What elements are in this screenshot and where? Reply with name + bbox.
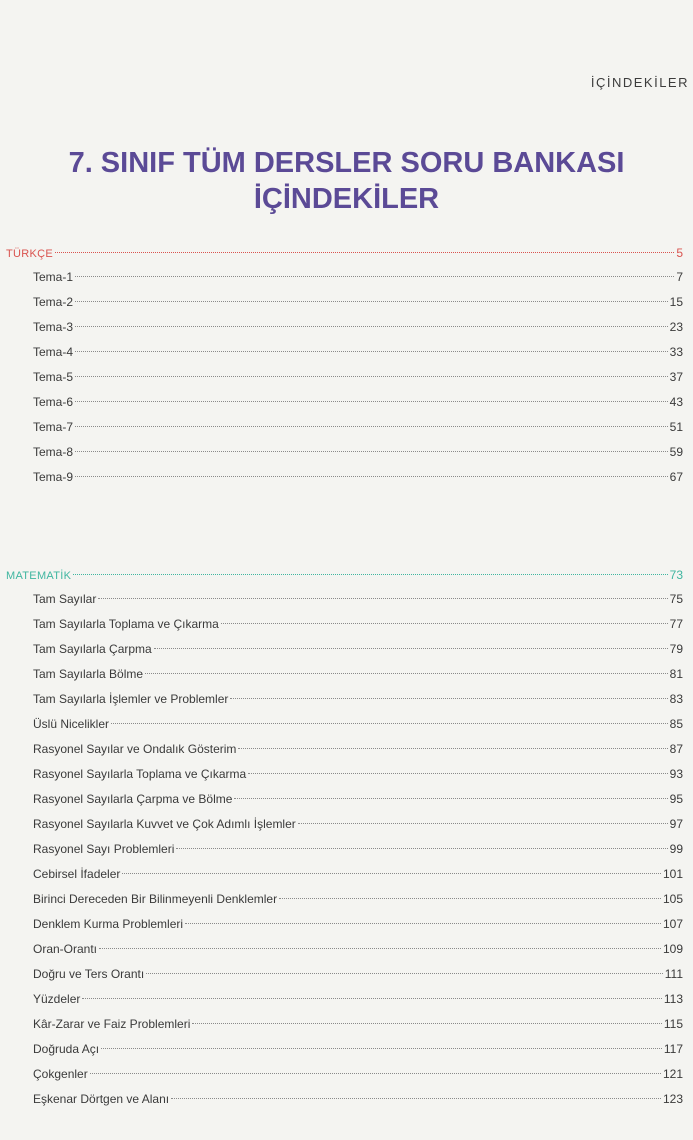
toc-entry-label: Tema-3 — [33, 320, 74, 334]
toc-entry-label: Çokgenler — [33, 1067, 88, 1081]
toc-entry[interactable] — [0, 390, 693, 415]
toc-page-number: 93 — [669, 767, 683, 781]
toc-entry-label: Tam Sayılarla Çarpma — [33, 642, 152, 656]
toc-entry[interactable] — [0, 762, 693, 787]
toc-entry[interactable] — [0, 1062, 693, 1087]
toc-page-number: 123 — [662, 1092, 683, 1106]
toc-entry-label: Rasyonel Sayı Problemleri — [33, 842, 175, 856]
toc-entry[interactable] — [0, 687, 693, 712]
toc-page-number: 37 — [669, 370, 683, 384]
toc-entry-label: Birinci Dereceden Bir Bilinmeyenli Denklemler — [33, 892, 278, 906]
toc-entry-label: TÜRKÇE — [6, 248, 54, 260]
dot-leader — [75, 326, 668, 327]
toc-entry[interactable] — [0, 662, 693, 687]
dot-leader — [145, 673, 668, 674]
toc-page-number: 15 — [669, 295, 683, 309]
toc-entry-label: Tam Sayılar — [33, 592, 97, 606]
toc-page-number: 109 — [662, 942, 683, 956]
toc-entry[interactable] — [0, 465, 693, 490]
toc-entry-label: Tema-6 — [33, 395, 74, 409]
toc-entry[interactable] — [0, 962, 693, 987]
toc-page-number: 73 — [669, 568, 683, 582]
toc-entry-label: Tema-2 — [33, 295, 74, 309]
toc-entry-label: Cebirsel İfadeler — [33, 867, 121, 881]
toc-section-turkce — [0, 241, 693, 490]
toc-entry-label: Tema-9 — [33, 470, 74, 484]
toc-entry-label: Tam Sayılarla İşlemler ve Problemler — [33, 692, 229, 706]
dot-leader — [279, 898, 661, 899]
dot-leader — [75, 276, 674, 277]
toc-entry-label: Rasyonel Sayılar ve Ondalık Gösterim — [33, 742, 237, 756]
dot-leader — [75, 351, 668, 352]
toc-section-heading[interactable] — [0, 241, 693, 265]
toc-entry[interactable] — [0, 987, 693, 1012]
toc-entry-label: Rasyonel Sayılarla Kuvvet ve Çok Adımlı İşlemler — [33, 817, 296, 831]
dot-leader — [82, 998, 661, 999]
dot-leader — [75, 401, 668, 402]
toc-entry-label: Tema-1 — [33, 270, 74, 284]
toc-entry[interactable] — [0, 415, 693, 440]
toc-entry[interactable] — [0, 912, 693, 937]
toc-entry[interactable] — [0, 440, 693, 465]
toc-entry[interactable] — [0, 637, 693, 662]
toc-entry[interactable] — [0, 887, 693, 912]
toc-entry[interactable] — [0, 787, 693, 812]
toc-page-number: 75 — [669, 592, 683, 606]
toc-entry-label: Tema-5 — [33, 370, 74, 384]
dot-leader — [55, 252, 674, 253]
toc-entry-label: MATEMATİK — [6, 570, 72, 582]
dot-leader — [171, 1098, 661, 1099]
toc-page-number: 111 — [664, 967, 683, 981]
toc-page-number: 23 — [669, 320, 683, 334]
toc-entry-label: Doğru ve Ters Orantı — [33, 967, 145, 981]
toc-entry-label: Denklem Kurma Problemleri — [33, 917, 184, 931]
dot-leader — [221, 623, 668, 624]
toc-entry[interactable] — [0, 265, 693, 290]
toc-page-number: 85 — [669, 717, 683, 731]
toc-entry-label: Tema-7 — [33, 420, 74, 434]
toc-entry[interactable] — [0, 737, 693, 762]
toc-entry-label: Eşkenar Dörtgen ve Alanı — [33, 1092, 170, 1106]
toc-entry[interactable] — [0, 1012, 693, 1037]
toc-page-number: 5 — [676, 246, 683, 260]
toc-section-heading[interactable] — [0, 563, 693, 587]
toc-entry-label: Rasyonel Sayılarla Toplama ve Çıkarma — [33, 767, 247, 781]
toc-page-number: 105 — [662, 892, 683, 906]
page-title — [0, 145, 693, 217]
dot-leader — [101, 1048, 662, 1049]
toc-entry[interactable] — [0, 1087, 693, 1112]
dot-leader — [73, 574, 667, 575]
toc-entry[interactable] — [0, 1037, 693, 1062]
toc-entry-label: Oran-Orantı — [33, 942, 98, 956]
toc-page-number: 115 — [663, 1017, 683, 1031]
toc-entry-label: Doğruda Açı — [33, 1042, 100, 1056]
toc-entry-label: Üslü Nicelikler — [33, 717, 110, 731]
dot-leader — [90, 1073, 661, 1074]
dot-leader — [192, 1023, 661, 1024]
toc-page-number: 67 — [669, 470, 683, 484]
toc-entry[interactable] — [0, 862, 693, 887]
dot-leader — [98, 598, 667, 599]
title-line-1: 7. SINIF TÜM DERSLER SORU BANKASI — [68, 147, 625, 179]
toc-page-number: 7 — [676, 270, 683, 284]
toc-entry-label: Rasyonel Sayılarla Çarpma ve Bölme — [33, 792, 233, 806]
dot-leader — [75, 376, 668, 377]
dot-leader — [122, 873, 661, 874]
title-line-2: İÇİNDEKİLER — [253, 183, 440, 215]
dot-leader — [111, 723, 668, 724]
toc-page-number: 51 — [669, 420, 683, 434]
toc-entry[interactable] — [0, 315, 693, 340]
dot-leader — [75, 476, 668, 477]
toc-page-number: 77 — [669, 617, 683, 631]
toc-entry-label: Tema-4 — [33, 345, 74, 359]
dot-leader — [99, 948, 661, 949]
toc-entry-label: Tam Sayılarla Toplama ve Çıkarma — [33, 617, 219, 631]
toc-page-number: 99 — [669, 842, 683, 856]
toc-entry[interactable] — [0, 340, 693, 365]
dot-leader — [154, 648, 668, 649]
toc-page-number: 81 — [669, 667, 683, 681]
dot-leader — [238, 748, 667, 749]
toc-entry-label: Yüzdeler — [33, 992, 81, 1006]
dot-leader — [298, 823, 668, 824]
toc-page-number: 97 — [669, 817, 683, 831]
toc-page-number: 107 — [662, 917, 683, 931]
toc-entry[interactable] — [0, 937, 693, 962]
toc-entry[interactable] — [0, 712, 693, 737]
toc-page-number: 83 — [669, 692, 683, 706]
dot-leader — [185, 923, 661, 924]
toc-entry[interactable] — [0, 587, 693, 612]
toc-page-number: 59 — [669, 445, 683, 459]
toc-page-number: 117 — [663, 1042, 683, 1056]
toc-entry-label: Kâr-Zarar ve Faiz Problemleri — [33, 1017, 191, 1031]
dot-leader — [234, 798, 667, 799]
toc-page-number: 113 — [663, 992, 683, 1006]
toc-page-number: 95 — [669, 792, 683, 806]
dot-leader — [75, 451, 668, 452]
toc-page-number: 33 — [669, 345, 683, 359]
toc-entry[interactable] — [0, 612, 693, 637]
dot-leader — [230, 698, 667, 699]
toc-page-number: 121 — [662, 1067, 683, 1081]
dot-leader — [75, 426, 668, 427]
dot-leader — [75, 301, 668, 302]
toc-page-number: 79 — [669, 642, 683, 656]
toc-section-matematik — [0, 563, 693, 1112]
toc-page-number: 87 — [669, 742, 683, 756]
toc-entry-label: Tam Sayılarla Bölme — [33, 667, 144, 681]
toc-entry-label: Tema-8 — [33, 445, 74, 459]
dot-leader — [176, 848, 667, 849]
dot-leader — [146, 973, 663, 974]
toc-entry[interactable] — [0, 812, 693, 837]
toc-entry[interactable] — [0, 837, 693, 862]
toc-entry[interactable] — [0, 365, 693, 390]
toc-page-number: 43 — [669, 395, 683, 409]
toc-entry[interactable] — [0, 290, 693, 315]
dot-leader — [248, 773, 667, 774]
running-header: İÇİNDEKİLER — [590, 75, 689, 90]
toc-page-number: 101 — [662, 867, 683, 881]
